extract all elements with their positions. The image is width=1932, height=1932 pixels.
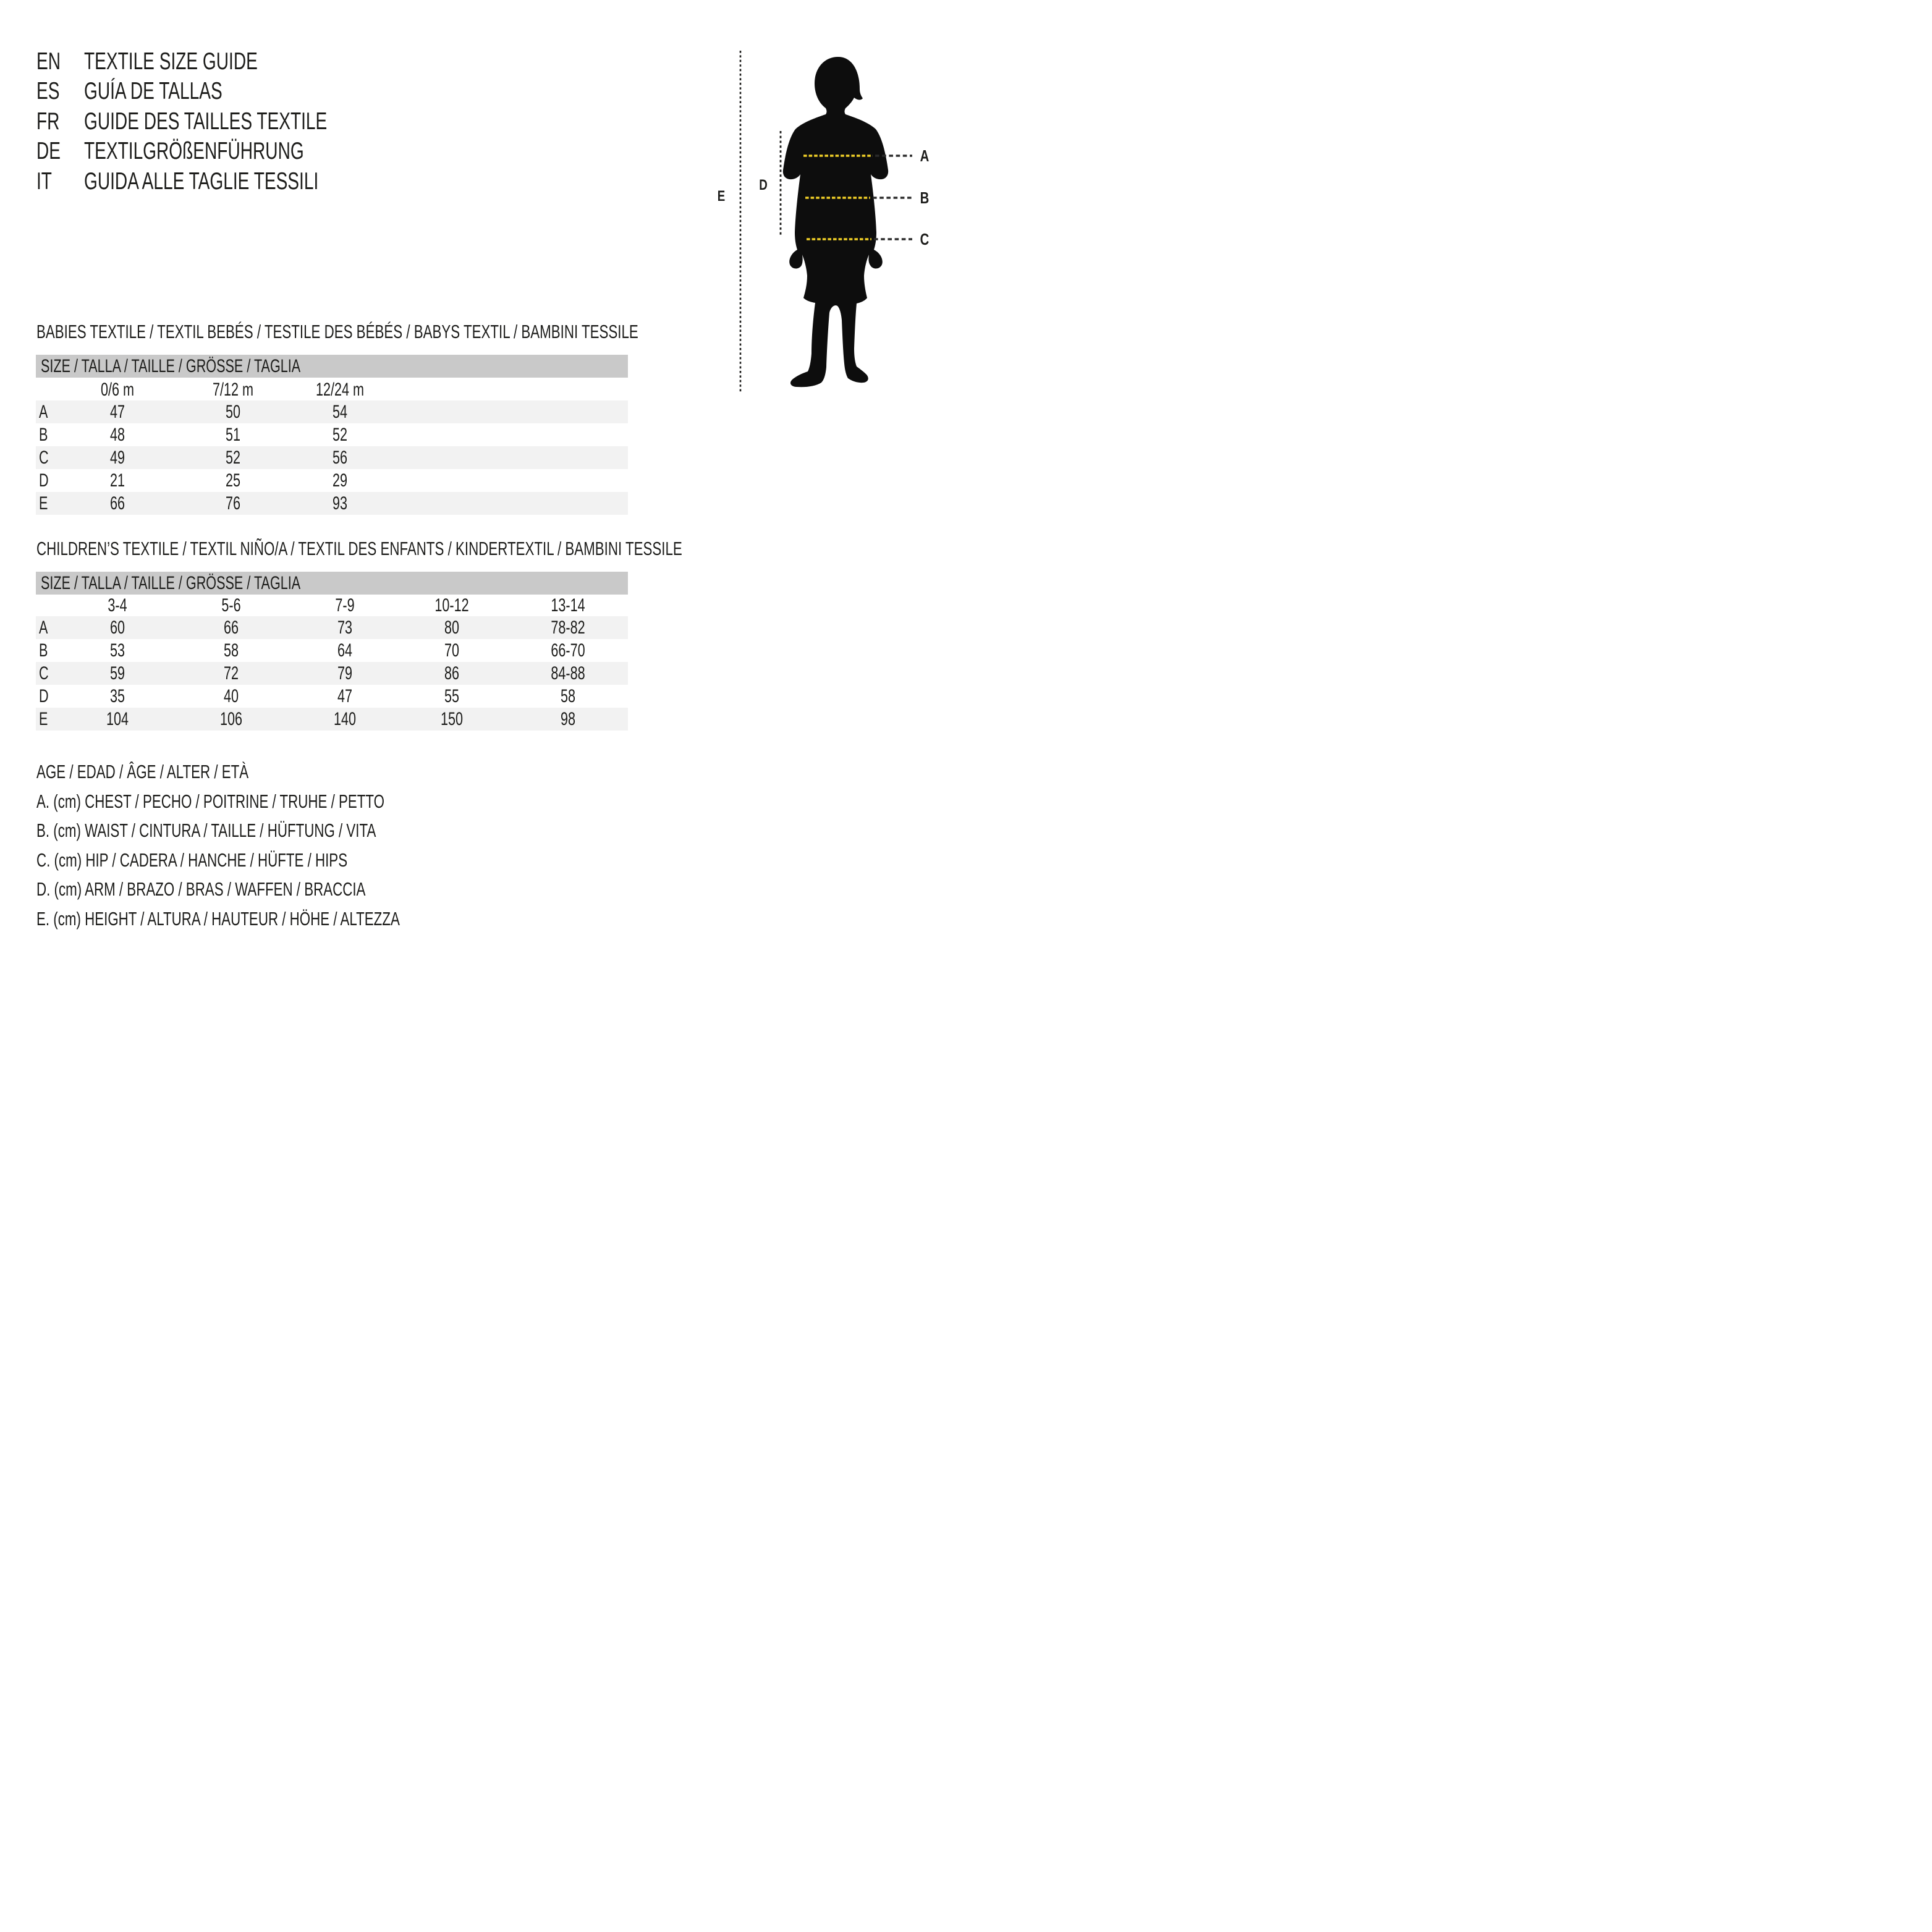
babies-size-header-bar	[36, 355, 628, 378]
row-label: C	[39, 447, 49, 468]
children-size-header-bar	[36, 572, 628, 595]
legend-height: E. (cm) HEIGHT / ALTURA / HAUTEUR / HÖHE / ALTEZZA	[36, 908, 400, 930]
measurement-figure	[705, 43, 964, 408]
legend-age: AGE / EDAD / ÂGE / ALTER / ETÀ	[36, 761, 249, 782]
babies-size-header: SIZE / TALLA / TAILLE / GRÖSSE / TAGLIA	[41, 356, 301, 376]
language-code: IT	[36, 168, 52, 195]
children-col-0: 3-4	[108, 595, 127, 616]
textile-size-guide-document	[0, 0, 966, 966]
language-code: EN	[36, 48, 61, 75]
table-row: E 66 76 93	[36, 492, 628, 515]
legend-chest: A. (cm) CHEST / PECHO / POITRINE / TRUHE / PETTO	[36, 790, 385, 812]
language-code: ES	[36, 78, 60, 104]
row-label: E	[39, 708, 48, 729]
babies-column-header-row	[36, 379, 628, 400]
babies-col-2: 12/24 m	[315, 379, 365, 400]
table-row: A 60 66 73 80 78-82	[36, 616, 628, 639]
row-label: A	[39, 401, 48, 422]
children-section-title: CHILDREN’S TEXTILE / TEXTIL NIÑO/A / TEXTIL DES ENFANTS / KINDERTEXTIL / BAMBINI TESSILE	[36, 538, 682, 559]
table-row: D 21 25 29	[39, 470, 348, 491]
children-size-header: SIZE / TALLA / TAILLE / GRÖSSE / TAGLIA	[41, 573, 301, 593]
legend-hip: C. (cm) HIP / CADERA / HANCHE / HÜFTE / HIPS	[36, 849, 348, 871]
figure-label-arm: D	[759, 177, 768, 193]
table-row: C 59 72 79 86 84-88	[36, 662, 628, 685]
language-code: DE	[36, 138, 61, 164]
legend-waist: B. (cm) WAIST / CINTURA / TAILLE / HÜFTUNG / VITA	[36, 820, 376, 841]
row-label: E	[39, 493, 48, 514]
row-label: D	[39, 685, 49, 706]
babies-col-1: 7/12 m	[212, 379, 254, 400]
table-row: A 47 50 54	[36, 400, 628, 423]
guide-title-es: GUÍA DE TALLAS	[84, 78, 222, 104]
children-col-3: 10-12	[434, 595, 469, 616]
row-label: D	[39, 470, 49, 491]
figure-label-height: E	[717, 188, 726, 205]
guide-title-it: GUIDA ALLE TAGLIE TESSILI	[84, 168, 319, 195]
legend-arm: D. (cm) ARM / BRAZO / BRAS / WAFFEN / BRACCIA	[36, 878, 366, 900]
table-row: B 48 51 52	[39, 424, 348, 445]
children-col-1: 5-6	[221, 595, 241, 616]
language-code: FR	[36, 108, 60, 135]
guide-title-fr: GUIDE DES TAILLES TEXTILE	[84, 108, 328, 135]
figure-label-waist: B	[920, 189, 930, 207]
row-label: B	[39, 424, 48, 445]
figure-label-hip: C	[920, 230, 930, 248]
row-label: C	[39, 663, 49, 684]
table-row: C 49 52 56	[36, 446, 628, 469]
babies-section-title: BABIES TEXTILE / TEXTIL BEBÉS / TESTILE DES BÉBÉS / BABYS TEXTIL / BAMBINI TESSILE	[36, 321, 638, 342]
children-column-header-row	[36, 595, 628, 616]
babies-col-0: 0/6 m	[100, 379, 135, 400]
table-row: E 104 106 140 150 98	[36, 708, 628, 731]
children-col-2: 7-9	[335, 595, 355, 616]
row-label: A	[39, 617, 48, 638]
table-row: D 35 40 47 55 58	[39, 685, 576, 706]
row-label: B	[39, 640, 48, 661]
figure-label-chest: A	[920, 146, 930, 165]
guide-title-de: TEXTILGRÖßENFÜHRUNG	[84, 138, 304, 164]
guide-title-en: TEXTILE SIZE GUIDE	[84, 48, 258, 75]
table-row: B 53 58 64 70 66-70	[39, 640, 585, 661]
children-col-4: 13-14	[551, 595, 585, 616]
